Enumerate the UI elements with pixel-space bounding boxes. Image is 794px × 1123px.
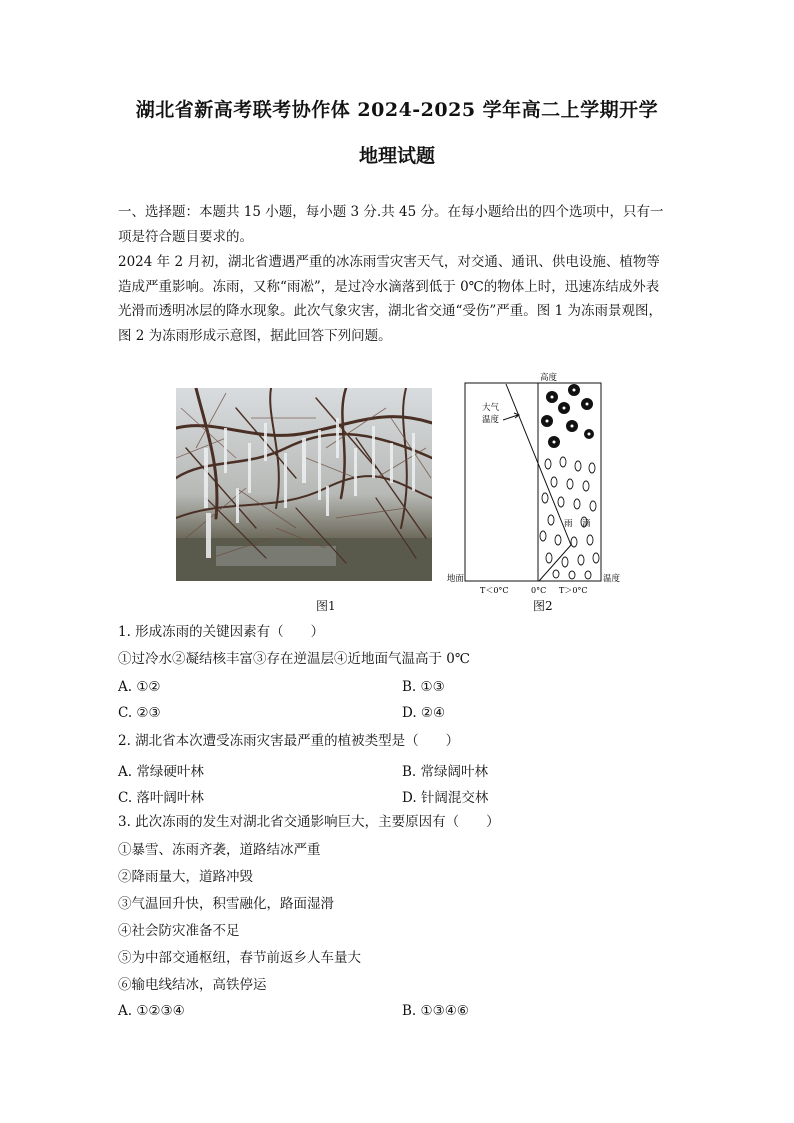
exam-title: 湖北省新高考联考协作体 2024-2025 学年高二上学期开学: [135, 99, 659, 121]
question-3-statement-3: ③气温回升快，积雪融化，路面湿滑: [118, 896, 334, 912]
question-1-stem: 1. 形成冻雨的关键因素有（ ）: [118, 624, 325, 640]
rain-label-1: 雨: [564, 519, 573, 529]
context-line-2: 造成严重影响。冻雨，又称“雨凇”，是过冷水滴落到低于 0℃的物体上时，迅速冻结成外表: [118, 278, 660, 295]
context-line-3: 光滑而透明冰层的降水现象。此次气象灾害，湖北省交通“受伤”严重。图 1 为冻雨景观图，: [118, 303, 662, 319]
exam-subject: 地理试题: [358, 145, 435, 167]
raindrops: [540, 457, 599, 579]
snowflakes: [541, 384, 594, 448]
axis-temperature-label: 温度: [603, 574, 621, 584]
figure-2-diagram: [446, 370, 626, 598]
question-1-statements: ①过冷水②凝结核丰富③存在逆温层④近地面气温高于 0℃: [118, 651, 470, 667]
question-3-statement-5: ⑤为中部交通枢纽，春节前返乡人车量大: [118, 950, 361, 966]
instructions-line-2: 项是符合题目要求的。: [118, 228, 253, 245]
air-temp-label-2: 温度: [482, 415, 500, 425]
question-3-option-a[interactable]: A. ①②③④: [118, 1003, 185, 1019]
context-paragraph: [118, 250, 678, 348]
figure-2-caption: 图2: [533, 599, 553, 613]
context-line-4: 图 2 为冻雨形成示意图，据此回答下列问题。: [118, 327, 392, 344]
figure-1-caption: 图1: [316, 599, 336, 613]
question-3-statement-1: ①暴雪、冻雨齐袭，道路结冰严重: [118, 842, 321, 858]
question-3-option-b[interactable]: B. ①③④⑥: [402, 1003, 469, 1019]
question-3-stem: 3. 此次冻雨的发生对湖北省交通影响巨大，主要原因有（ ）: [118, 814, 500, 830]
ground-label: 地面: [447, 574, 465, 584]
below-zero-label: T＜0°C: [480, 586, 509, 595]
question-2-option-d[interactable]: D. 针阔混交林: [402, 790, 489, 806]
question-2-stem: 2. 湖北省本次遭受冻雨灾害最严重的植被类型是（ ）: [118, 733, 460, 749]
figure-1-photo: [176, 388, 432, 581]
air-temp-label-1: 大气: [482, 403, 500, 413]
section-instructions: [118, 200, 678, 249]
question-2-option-b[interactable]: B. 常绿阔叶林: [402, 764, 489, 780]
question-2-option-a[interactable]: A. 常绿硬叶林: [118, 764, 204, 780]
above-zero-label: T＞0°C: [559, 586, 588, 595]
freezing-rain-photo: [176, 388, 432, 581]
zero-label: 0°C: [531, 586, 547, 595]
rain-label-2: 滴: [582, 519, 591, 529]
question-1-option-c[interactable]: C. ②③: [118, 705, 161, 721]
freezing-rain-diagram: [446, 370, 626, 598]
question-3-statement-4: ④社会防灾准备不足: [118, 923, 240, 939]
question-1-option-b[interactable]: B. ①③: [402, 679, 445, 695]
context-line-1: 2024 年 2 月初，湖北省遭遇严重的冰冻雨雪灾害天气，对交通、通讯、供电设施、植物等: [118, 254, 660, 270]
instructions-line-1: 一、选择题：本题共 15 小题，每小题 3 分.共 45 分。在每小题给出的四个选项中，只有一: [118, 204, 664, 220]
question-1-option-d[interactable]: D. ②④: [402, 705, 446, 721]
question-3-statement-6: ⑥输电线结冰，高铁停运: [118, 977, 267, 993]
question-3-statement-2: ②降雨量大，道路冲毁: [118, 869, 253, 885]
axis-height-label: 高度: [540, 373, 558, 383]
question-2-option-c[interactable]: C. 落叶阔叶林: [118, 790, 204, 806]
question-1-option-a[interactable]: A. ①②: [118, 679, 161, 695]
